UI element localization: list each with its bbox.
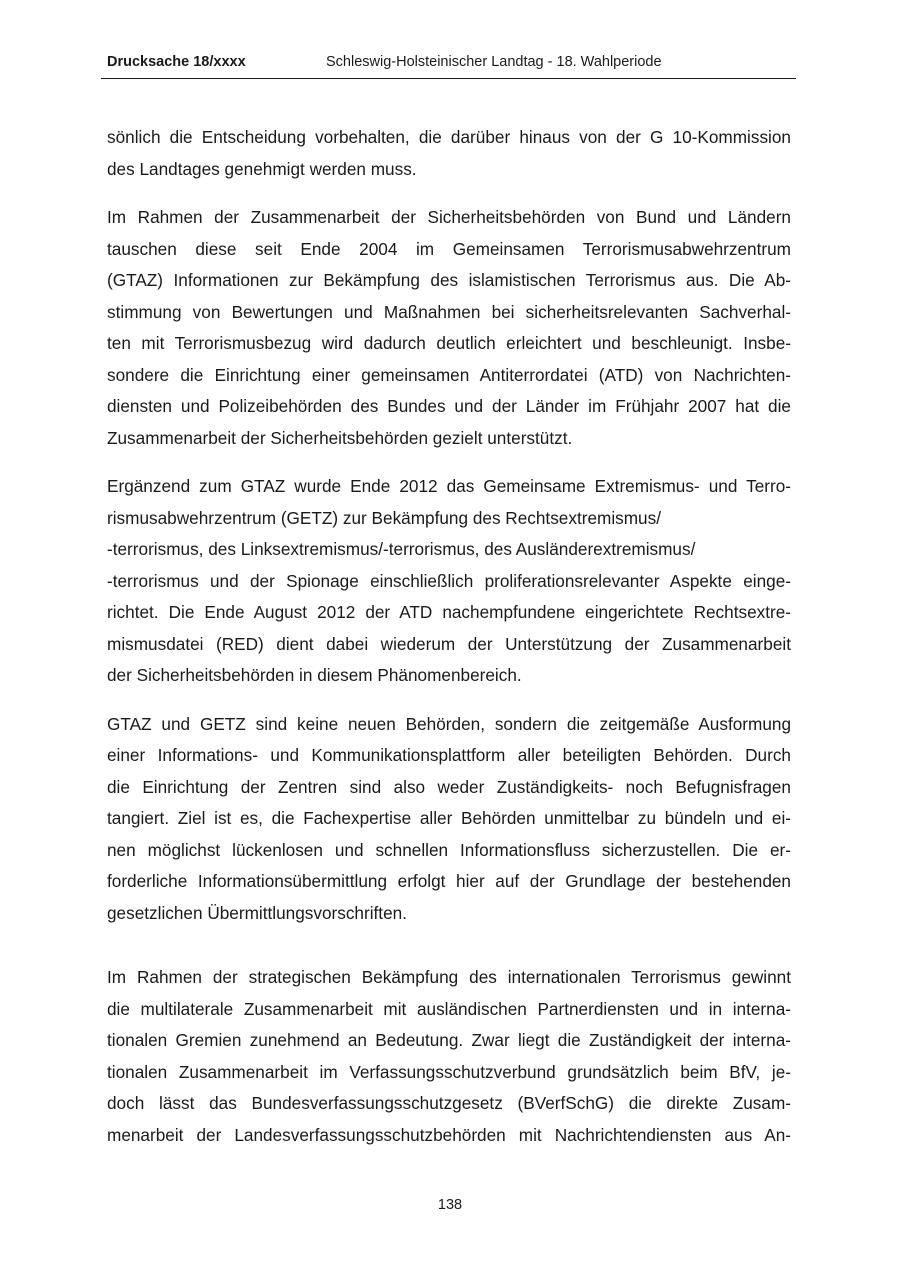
text-line: rismusabwehrzentrum (GETZ) zur Bekämpfung des Rechtsextremismus/	[107, 507, 661, 528]
parliament-title: Schleswig-Holsteinischer Landtag - 18. Wahlperiode	[326, 54, 662, 70]
body-text	[107, 122, 791, 1151]
document-number: Drucksache 18/xxxx	[107, 54, 246, 70]
text-line: Im Rahmen der strategischen Bekämpfung des internationalen Terrorismus gewinnt	[107, 967, 791, 987]
text-line: GTAZ und GETZ sind keine neuen Behörden, sondern die zeitgemäße Ausformung	[107, 713, 791, 734]
text-line: mismusdatei (RED) dient dabei wiederum der Unterstützung der Zusammenarbeit	[107, 633, 791, 654]
text-line: Ergänzend zum GTAZ wurde Ende 2012 das Gemeinsame Extremismus- und Terro-	[107, 476, 791, 496]
text-line: richtet. Die Ende August 2012 der ATD nachempfundene eingerichtete Rechtsextre-	[107, 602, 791, 622]
text-line: doch lässt das Bundesverfassungsschutzgesetz (BVerfSchG) die direkte Zusam-	[107, 1093, 791, 1113]
text-line: tauschen diese seit Ende 2004 im Gemeinsamen Terrorismusabwehrzentrum	[107, 238, 791, 259]
text-line: (GTAZ) Informationen zur Bekämpfung des islamistischen Terrorismus aus. Die Ab-	[107, 270, 791, 290]
text-line: einer Informations- und Kommunikationsplattform aller beteiligten Behörden. Durch	[107, 745, 791, 765]
paragraph	[107, 962, 791, 1151]
page-header	[101, 52, 796, 79]
text-line: diensten und Polizeibehörden des Bundes und der Länder im Frühjahr 2007 hat die	[107, 396, 791, 416]
paragraph	[107, 471, 791, 692]
text-line: -terrorismus, des Linksextremismus/-terrorismus, des Ausländerextremismus/	[107, 539, 696, 559]
paragraph	[107, 202, 791, 454]
text-line: menarbeit der Landesverfassungsschutzbehörden mit Nachrichtendiensten aus An-	[107, 1124, 791, 1145]
text-line: des Landtages genehmigt werden muss.	[107, 158, 417, 179]
text-line: stimmung von Bewertungen und Maßnahmen bei sicherheitsrelevanten Sachverhal-	[107, 301, 791, 322]
text-line: tionalen Zusammenarbeit im Verfassungsschutzverbund grundsätzlich beim BfV, je-	[107, 1061, 791, 1082]
text-line: sondere die Einrichtung einer gemeinsamen Antiterrordatei (ATD) von Nachrichten-	[107, 364, 791, 385]
text-line: sönlich die Entscheidung vorbehalten, die darüber hinaus von der G 10-Kommission	[107, 127, 791, 147]
text-line: Im Rahmen der Zusammenarbeit der Sicherheitsbehörden von Bund und Ländern	[107, 207, 791, 227]
text-line: gesetzlichen Übermittlungsvorschriften.	[107, 902, 407, 923]
text-line: -terrorismus und der Spionage einschließlich proliferationsrelevanter Aspekte einge-	[107, 570, 791, 591]
paragraph	[107, 122, 791, 185]
text-line: die Einrichtung der Zentren sind also weder Zuständigkeits- noch Befugnisfragen	[107, 776, 791, 797]
page-number: 138	[437, 1197, 463, 1213]
text-line: der Sicherheitsbehörden in diesem Phänomenbereich.	[107, 665, 522, 685]
text-line: Zusammenarbeit der Sicherheitsbehörden gezielt unterstützt.	[107, 427, 573, 448]
text-line: tangiert. Ziel ist es, die Fachexpertise aller Behörden unmittelbar zu bündeln und ei-	[107, 808, 791, 828]
text-line: nen möglichst lückenlosen und schnellen Informationsfluss sicherzustellen. Die er-	[107, 839, 791, 860]
paragraph	[107, 709, 791, 930]
text-line: forderliche Informationsübermittlung erfolgt hier auf der Grundlage der bestehenden	[107, 871, 791, 891]
text-line: tionalen Gremien zunehmend an Bedeutung. Zwar liegt die Zuständigkeit der interna-	[107, 1030, 791, 1050]
text-line: die multilaterale Zusammenarbeit mit ausländischen Partnerdiensten und in interna-	[107, 998, 791, 1019]
text-line: ten mit Terrorismusbezug wird dadurch deutlich erleichtert und beschleunigt. Insbe-	[107, 333, 791, 353]
